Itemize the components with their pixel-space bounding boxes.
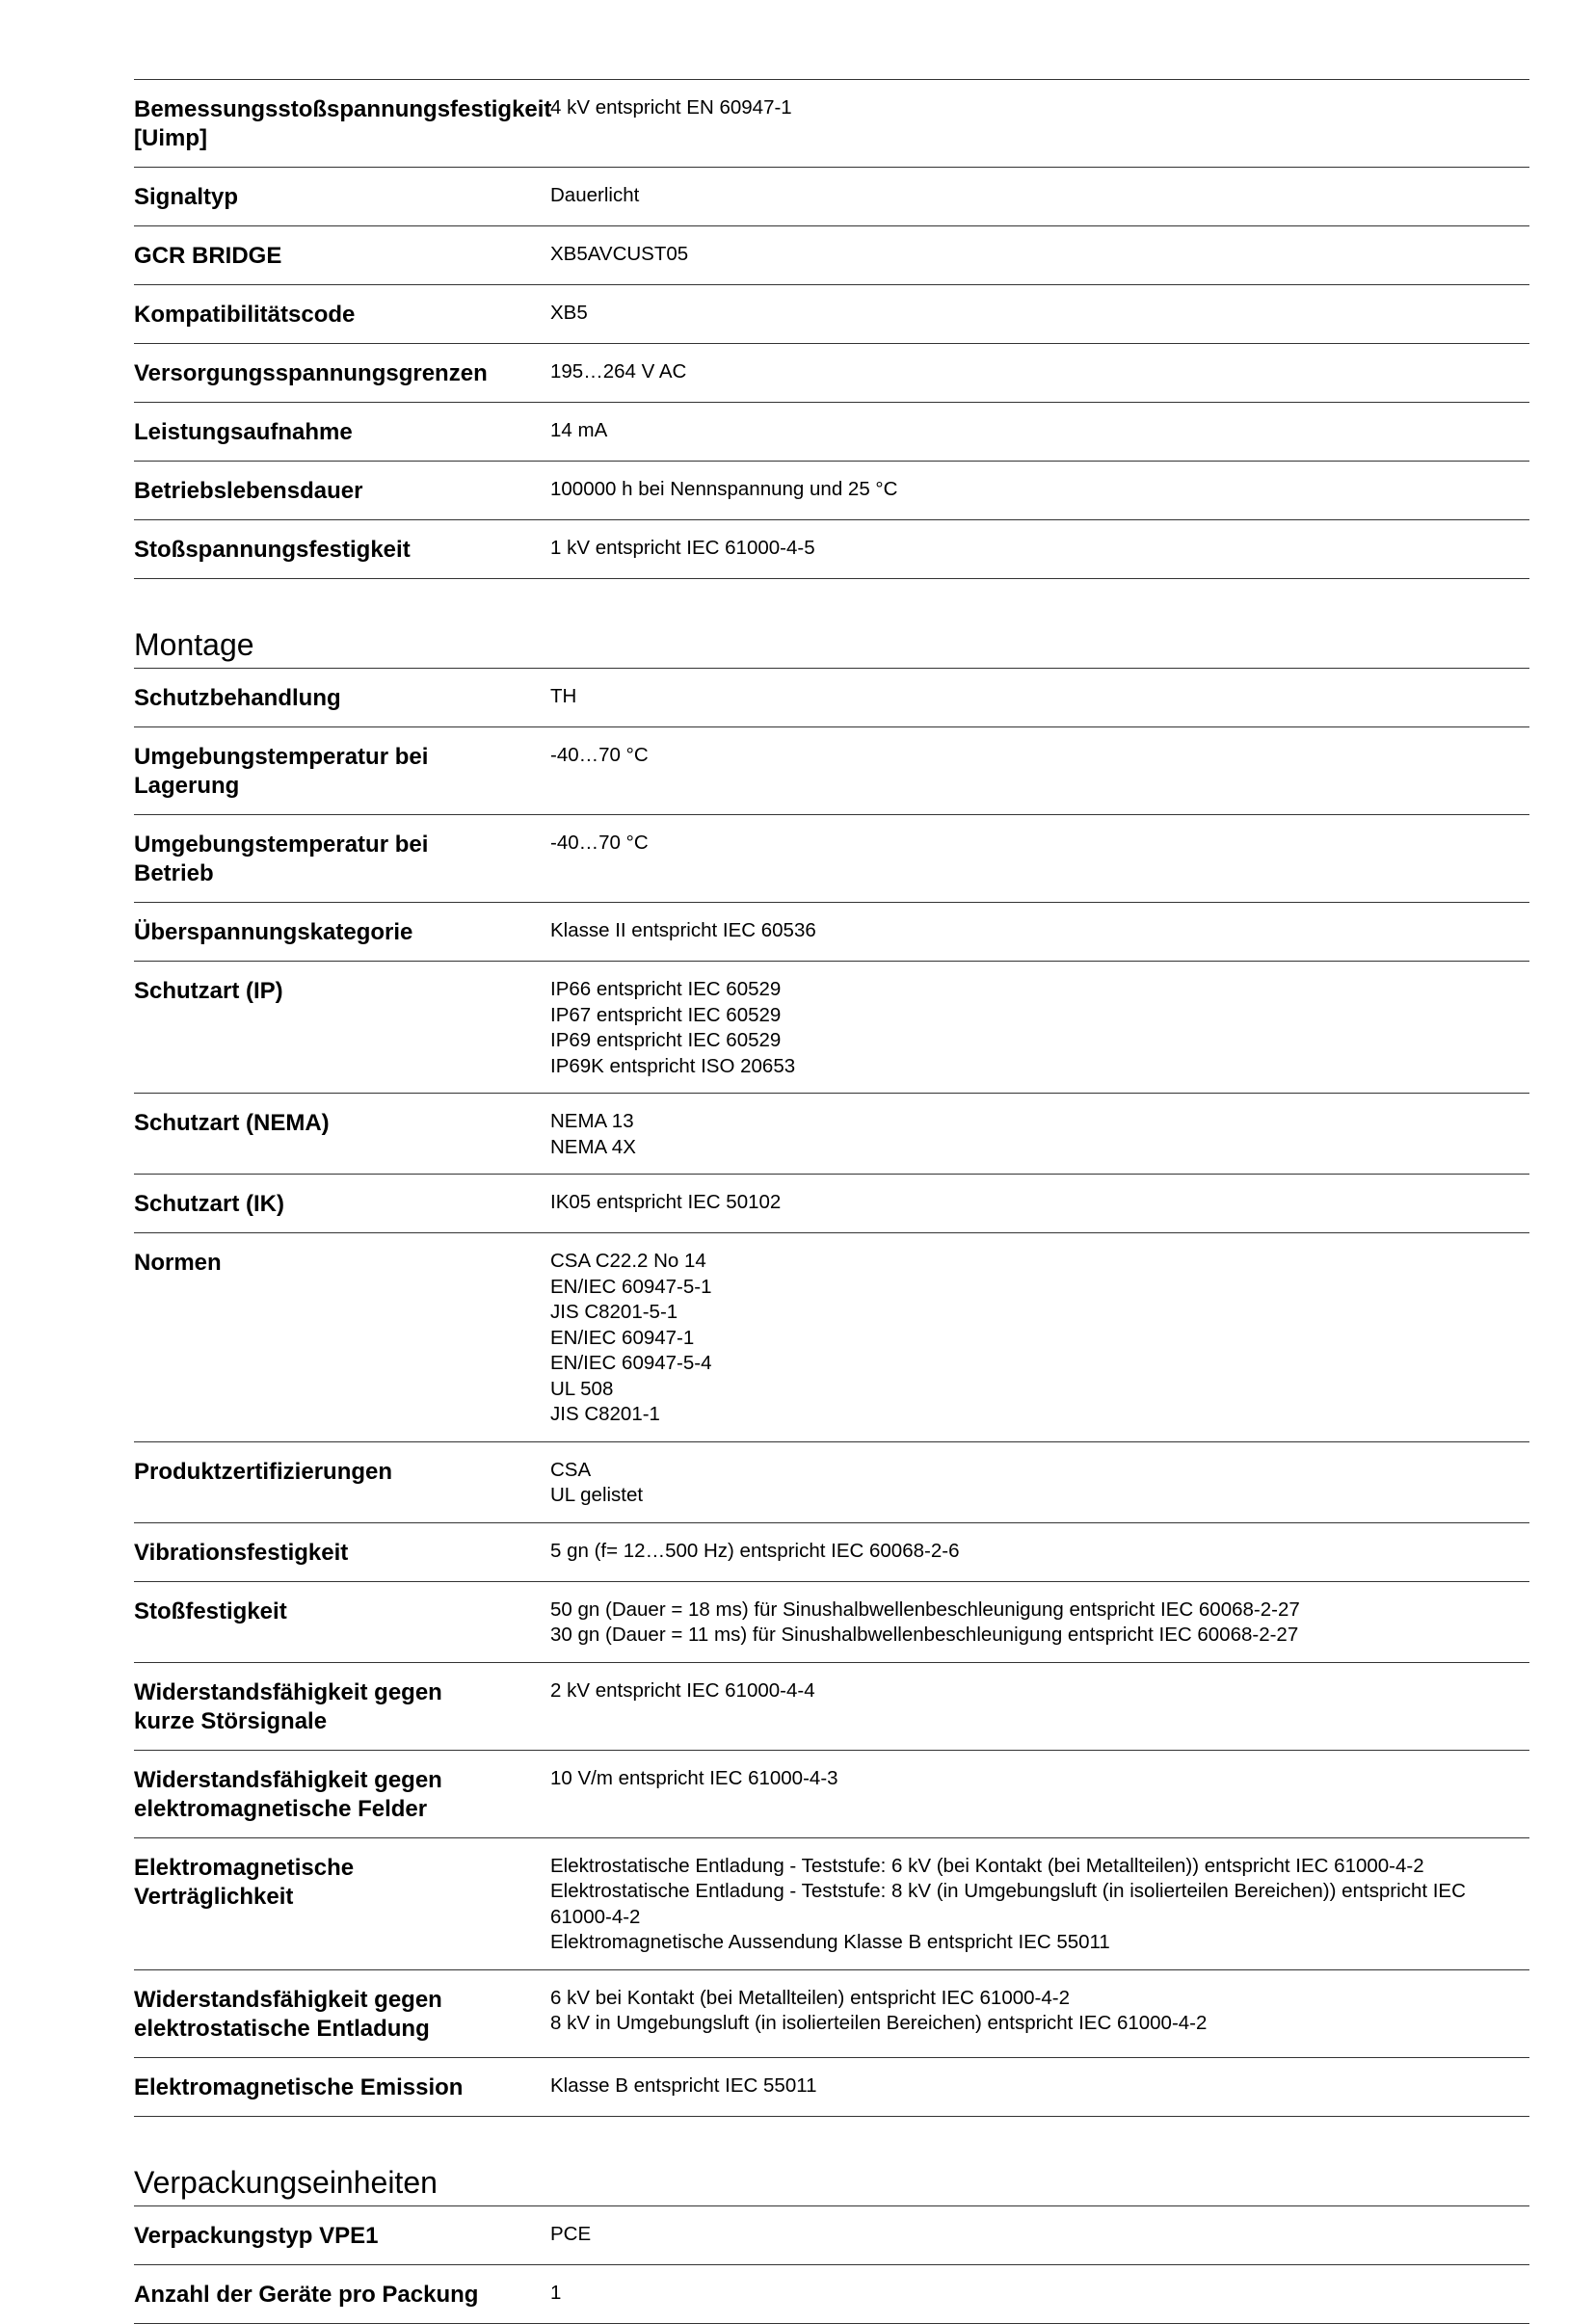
spec-label: Umgebungstemperatur bei Lagerung <box>134 744 429 799</box>
spec-label: Kompatibilitätscode <box>134 302 356 328</box>
section-verpackungseinheiten <box>134 2163 1529 2324</box>
spec-row-bemessungsstossspannungsfestigkeit-uimp <box>134 80 1529 168</box>
spec-value-line: -40…70 °C <box>550 832 649 854</box>
spec-table <box>134 2205 1529 2324</box>
spec-label: Schutzart (IK) <box>134 1191 284 1217</box>
spec-value-line: TH <box>550 685 577 707</box>
spec-value-line: UL gelistet <box>550 1484 644 1506</box>
spec-label: Widerstandsfähigkeit gegen elektrostatische Entladung <box>134 1986 442 2042</box>
section-electrical <box>134 79 1529 579</box>
spec-value-line: 6 kV bei Kontakt (bei Metallteilen) entspricht IEC 61000-4-2 <box>550 1986 1070 2009</box>
spec-value <box>550 682 1529 713</box>
spec-row-umgebungstemperatur-bei-lagerung <box>134 727 1529 815</box>
spec-value <box>550 1107 1529 1160</box>
spec-label: Widerstandsfähigkeit gegen elektromagnetische Felder <box>134 1766 442 1822</box>
spec-value-line: 30 gn (Dauer = 11 ms) für Sinushalbwellenbeschleunigung entspricht IEC 60068-2-27 <box>550 1624 1299 1646</box>
spec-row-widerstandsfaehigkeit-gegen-elektromagnetische-felder <box>134 1751 1529 1838</box>
spec-value <box>550 1537 1529 1568</box>
spec-value <box>550 916 1529 947</box>
spec-value <box>550 1677 1529 1736</box>
spec-label: Vibrationsfestigkeit <box>134 1539 349 1566</box>
section-title: Verpackungseinheiten <box>134 2164 438 2200</box>
spec-value <box>550 829 1529 888</box>
spec-value-line: JIS C8201-5-1 <box>550 1301 678 1323</box>
spec-value <box>550 1456 1529 1509</box>
spec-value-line: XB5AVCUST05 <box>550 243 689 265</box>
spec-label: Überspannungskategorie <box>134 919 413 945</box>
spec-label: Anzahl der Geräte pro Packung <box>134 2281 479 2308</box>
spec-value <box>550 1596 1529 1649</box>
spec-value-line: CSA C22.2 No 14 <box>550 1250 706 1272</box>
spec-value-line: IP69K entspricht ISO 20653 <box>550 1054 796 1077</box>
spec-value <box>550 240 1529 271</box>
spec-row-elektromagnetische-vertraeglichkeit <box>134 1838 1529 1970</box>
spec-value-line: 195…264 V AC <box>550 360 687 383</box>
spec-value <box>550 416 1529 447</box>
spec-value-line: EN/IEC 60947-5-4 <box>550 1352 712 1374</box>
spec-row-schutzart-ip <box>134 962 1529 1094</box>
spec-value-line: -40…70 °C <box>550 744 649 766</box>
spec-row-ueberspannungskategorie <box>134 903 1529 962</box>
spec-value-line: NEMA 13 <box>550 1110 634 1132</box>
spec-label: Elektromagnetische Verträglichkeit <box>134 1854 355 1910</box>
spec-value <box>550 299 1529 330</box>
spec-value-line: 100000 h bei Nennspannung und 25 °C <box>550 478 898 500</box>
spec-value-line: Dauerlicht <box>550 184 640 206</box>
spec-value-line: UL 508 <box>550 1377 614 1400</box>
spec-value-line: 2 kV entspricht IEC 61000-4-4 <box>550 1678 815 1702</box>
spec-value <box>550 2220 1529 2251</box>
spec-label: Bemessungsstoßspannungsfestigkeit [Uimp] <box>134 96 552 151</box>
spec-label: Umgebungstemperatur bei Betrieb <box>134 832 429 886</box>
spec-table <box>134 79 1529 579</box>
spec-label: GCR BRIDGE <box>134 243 282 269</box>
spec-row-leistungsaufnahme <box>134 403 1529 462</box>
spec-value-line: 10 V/m entspricht IEC 61000-4-3 <box>550 1766 838 1789</box>
spec-label: Schutzart (IP) <box>134 978 283 1004</box>
spec-value <box>550 1852 1529 1956</box>
spec-value-line: EN/IEC 60947-5-1 <box>550 1275 712 1298</box>
datasheet-page <box>134 79 1529 2324</box>
spec-value <box>550 534 1529 565</box>
spec-value-line: EN/IEC 60947-1 <box>550 1326 695 1349</box>
spec-row-vibrationsfestigkeit <box>134 1523 1529 1582</box>
spec-label: Schutzbehandlung <box>134 685 341 711</box>
spec-value-line: 1 kV entspricht IEC 61000-4-5 <box>550 537 815 559</box>
spec-value-line: Klasse B entspricht IEC 55011 <box>550 2073 817 2097</box>
spec-value-line: PCE <box>550 2222 592 2245</box>
spec-value-line: 14 mA <box>550 419 608 441</box>
spec-label: Betriebslebensdauer <box>134 478 363 504</box>
spec-value-line: IP66 entspricht IEC 60529 <box>550 978 782 1000</box>
spec-row-verpackungstyp-vpe1 <box>134 2206 1529 2265</box>
spec-row-gcr-bridge <box>134 226 1529 285</box>
spec-label: Elektromagnetische Emission <box>134 2073 464 2100</box>
spec-value-line: Elektromagnetische Aussendung Klasse B entspricht IEC 55011 <box>550 1931 1110 1953</box>
spec-value <box>550 2279 1529 2310</box>
spec-row-umgebungstemperatur-bei-betrieb <box>134 815 1529 903</box>
section-montage <box>134 625 1529 2117</box>
spec-value <box>550 181 1529 212</box>
spec-label: Stoßfestigkeit <box>134 1598 287 1624</box>
spec-value-line: 5 gn (f= 12…500 Hz) entspricht IEC 60068-2-6 <box>550 1539 960 1562</box>
spec-row-schutzbehandlung <box>134 669 1529 727</box>
spec-row-stossfestigkeit <box>134 1582 1529 1663</box>
spec-value-line: XB5 <box>550 302 588 324</box>
spec-label: Versorgungsspannungsgrenzen <box>134 360 488 386</box>
spec-value-line: JIS C8201-1 <box>550 1403 660 1425</box>
spec-value <box>550 1247 1529 1428</box>
spec-value-line: 1 <box>550 2281 562 2304</box>
spec-value-line: 50 gn (Dauer = 18 ms) für Sinushalbwellenbeschleunigung entspricht IEC 60068-2-27 <box>550 1598 1300 1621</box>
spec-value-line: Elektrostatische Entladung - Teststufe: 8 kV (in Umgebungsluft (in isolierteilen Bereichen)) entspricht IEC 61000-4-2 <box>550 1880 1466 1928</box>
section-title: Montage <box>134 627 254 662</box>
spec-row-elektromagnetische-emission <box>134 2058 1529 2117</box>
spec-value <box>550 357 1529 388</box>
spec-label: Produktzertifizierungen <box>134 1458 393 1485</box>
spec-value-line: IP69 entspricht IEC 60529 <box>550 1029 782 1051</box>
spec-row-widerstandsfaehigkeit-gegen-elektrostatische-entladung <box>134 1970 1529 2058</box>
spec-value-line: IK05 entspricht IEC 50102 <box>550 1191 782 1213</box>
spec-row-widerstandsfaehigkeit-gegen-kurze-stoersignale <box>134 1663 1529 1751</box>
spec-value-line: IP67 entspricht IEC 60529 <box>550 1003 782 1026</box>
spec-value <box>550 1188 1529 1219</box>
spec-label: Leistungsaufnahme <box>134 419 353 445</box>
spec-value-line: Klasse II entspricht IEC 60536 <box>550 919 816 941</box>
spec-value <box>550 1764 1529 1824</box>
spec-row-stossspannungsfestigkeit <box>134 520 1529 579</box>
spec-value-line: Elektrostatische Entladung - Teststufe: 6 kV (bei Kontakt (bei Metallteilen)) entspricht IEC 61000-4-2 <box>550 1854 1424 1877</box>
spec-row-schutzart-ik <box>134 1175 1529 1233</box>
spec-row-versorgungsspannungsgrenzen <box>134 344 1529 403</box>
spec-table <box>134 668 1529 2117</box>
spec-value <box>550 741 1529 801</box>
spec-label: Widerstandsfähigkeit gegen kurze Störsignale <box>134 1678 442 1734</box>
spec-value <box>550 1984 1529 2044</box>
spec-row-betriebslebensdauer <box>134 462 1529 520</box>
spec-value <box>550 93 1529 153</box>
spec-row-signaltyp <box>134 168 1529 226</box>
spec-label: Schutzart (NEMA) <box>134 1110 330 1136</box>
spec-value-line: 4 kV entspricht EN 60947-1 <box>550 96 792 119</box>
spec-value-line: NEMA 4X <box>550 1135 636 1158</box>
spec-row-normen <box>134 1233 1529 1442</box>
spec-label: Signaltyp <box>134 184 239 210</box>
spec-value <box>550 975 1529 1079</box>
spec-row-kompatibilitaetscode <box>134 285 1529 344</box>
spec-row-anzahl-der-geraete-pro-packung <box>134 2265 1529 2324</box>
spec-row-produktzertifizierungen <box>134 1442 1529 1523</box>
spec-value <box>550 2072 1529 2102</box>
spec-row-schutzart-nema <box>134 1094 1529 1175</box>
spec-label: Verpackungstyp VPE1 <box>134 2222 379 2249</box>
spec-value-line: CSA <box>550 1458 592 1481</box>
spec-value <box>550 475 1529 506</box>
spec-value-line: 8 kV in Umgebungsluft (in isolierteilen Bereichen) entspricht IEC 61000-4-2 <box>550 2012 1208 2034</box>
spec-label: Normen <box>134 1250 222 1276</box>
spec-label: Stoßspannungsfestigkeit <box>134 537 411 563</box>
